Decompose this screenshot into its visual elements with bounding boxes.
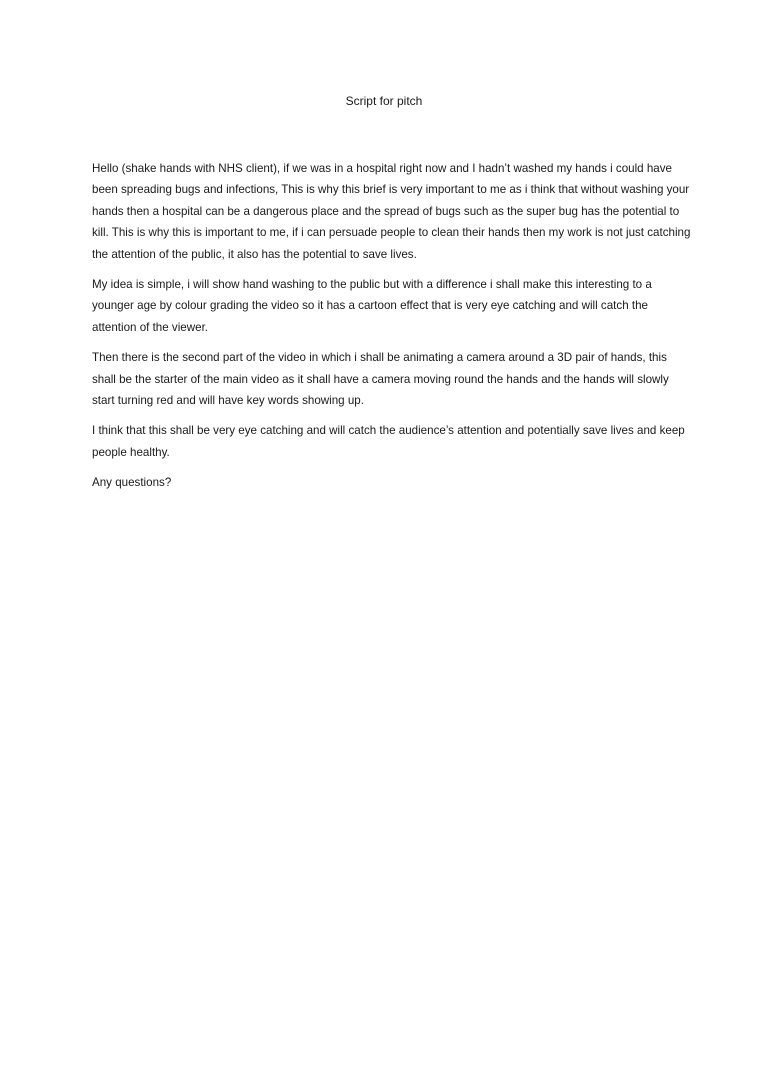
paragraph-questions: Any questions? (92, 476, 172, 490)
page-title: Script for pitch (345, 94, 423, 108)
paragraph-idea: My idea is simple, i will show hand washing to the public but with a difference i shall make this interesting to a younger age by colour grading the video so it has a cartoon effect that is very eye catching and will catch the attention of the viewer. (92, 278, 652, 334)
paragraph-intro: Hello (shake hands with NHS client), if we was in a hospital right now and I hadn’t washed my hands i could have been spreading bugs and infections, This is why this brief is very important to me as i think that without washing your hands then a hospital can be a dangerous place and the spread of bugs such as the super bug has the potential to kill. This is why this is important to me, if i can persuade people to clean their hands then my work is not just catching the attention of the public, it also has the potential to save lives. (92, 162, 691, 261)
paragraph-conclusion: I think that this shall be very eye catching and will catch the audience’s attention and potentially save lives and keep people healthy. (92, 424, 685, 459)
document-body (92, 158, 692, 503)
paragraph-second-part: Then there is the second part of the video in which i shall be animating a camera around a 3D pair of hands, this shall be the starter of the main video as it shall have a camera moving round the hands and the hands will slowly start turning red and will have key words showing up. (92, 351, 669, 408)
